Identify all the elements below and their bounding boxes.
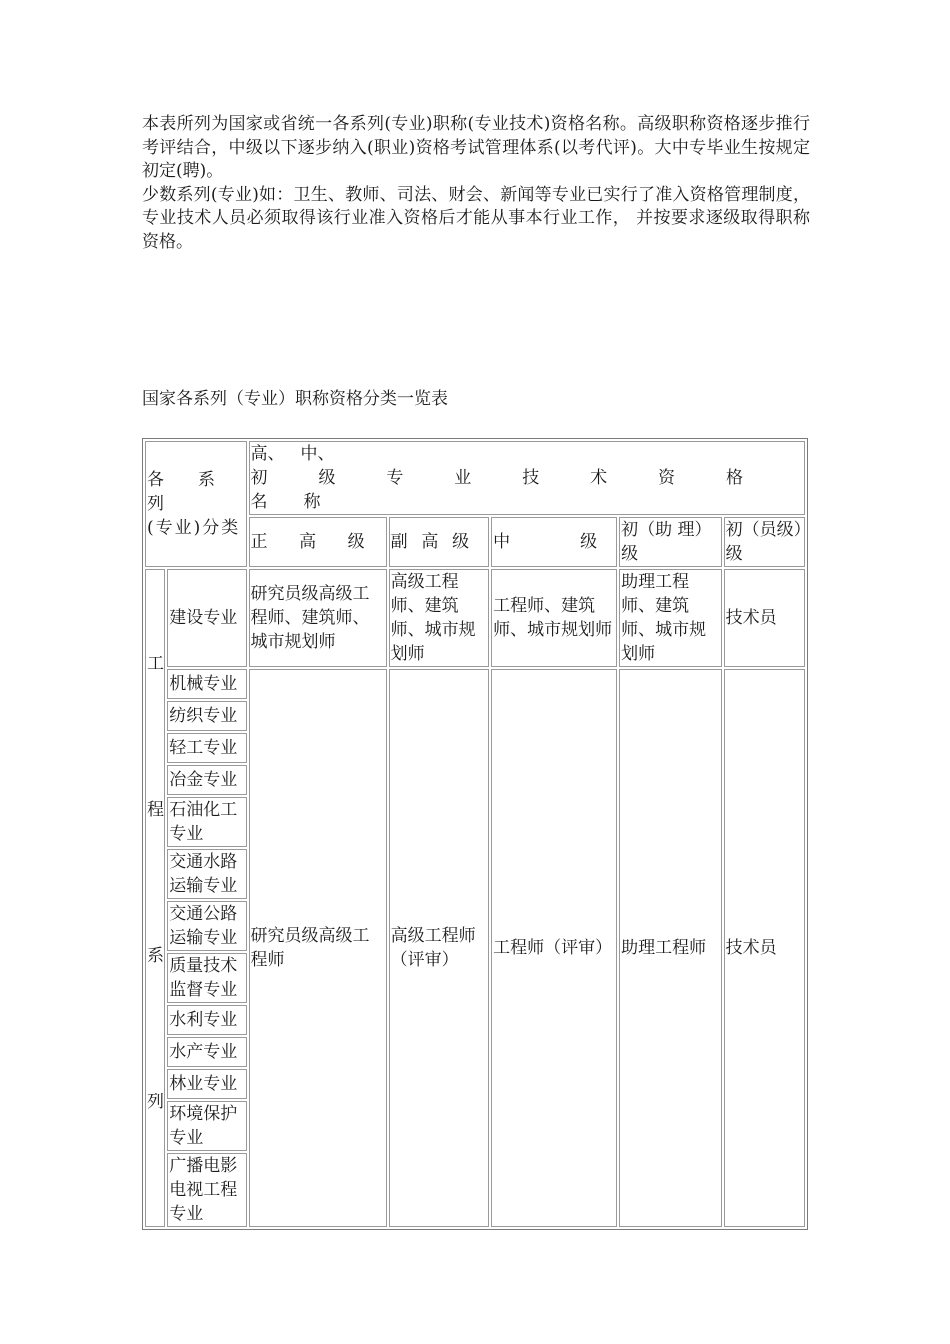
specialty-cell: 石油化工专业 [167,797,246,847]
header-level-char: 副 [390,532,408,552]
specialty-cell: 林业专业 [167,1069,246,1099]
series-vertical-char: 工 [147,654,164,674]
header-zhong [491,517,617,567]
specialty-cell: 交通公路运输专业 [167,901,246,951]
specialty-cell: 广播电影电视工程专业 [167,1153,246,1227]
header-levels-word: 名 [250,492,268,512]
series-vertical-label [145,569,165,1227]
header-chu-yuan: 初（员级）级 [724,517,805,567]
header-series-char: 系 [198,470,217,490]
specialty-cell: 建设专业 [167,569,246,667]
header-levels-word: 格 [725,468,743,488]
header-series-cell [145,441,247,567]
header-levels-word: 级 [318,468,336,488]
intro-paragraph-2: 少数系列(专业)如：卫生、教师、司法、财会、新闻等专业已实行了准入资格管理制度，专业技术人员必须取得该行业准入资格后才能从事本行业工作， 并按要求逐级取得职称资格。 [142,184,810,252]
merged-fu-gao: 高级工程师（评审） [389,669,490,1227]
specialty-cell: 质量技术监督专业 [167,953,246,1003]
table-title: 国家各系列（专业）职称资格分类一览表 [142,389,448,409]
construction-zhong: 工程师、建筑师、城市规划师 [491,569,617,667]
header-levels-word: 高、 [250,444,285,464]
specialty-cell: 水利专业 [167,1005,246,1035]
merged-chu-yuan: 技术员 [724,669,805,1227]
specialty-cell: 冶金专业 [167,765,246,795]
header-level-char: 级 [347,532,365,552]
construction-chu-zhuli: 助理工程师、建筑师、城市规划师 [619,569,722,667]
merged-chu-zhuli: 助理工程师 [619,669,722,1227]
header-levels-word: 资 [658,468,676,488]
header-levels-word: 技 [522,468,540,488]
header-levels-cell [249,441,805,515]
construction-fu-gao: 高级工程师、建筑师、城市规划师 [389,569,490,667]
series-vertical-char: 列 [147,1092,164,1112]
series-vertical-char: 程 [147,800,164,820]
header-level-char: 高 [421,532,439,552]
header-level-char: 级 [580,532,598,552]
specialty-cell: 机械专业 [167,669,246,699]
merged-zhong: 工程师（评审） [491,669,617,1227]
header-series-char: 各 [147,470,166,490]
header-levels-word: 中、 [300,444,335,464]
header-level-char: 中 [493,532,511,552]
header-fu-gao [389,517,490,567]
header-levels-word: 称 [303,492,321,512]
intro-text [142,113,810,254]
header-zheng-gao [249,517,387,567]
merged-zheng-gao: 研究员级高级工程师 [249,669,387,1227]
specialty-cell: 轻工专业 [167,733,246,763]
header-levels-word: 专 [386,468,404,488]
header-level-char: 高 [299,532,317,552]
header-chu-zhuli: 初（助 理）级 [619,517,722,567]
header-level-char: 正 [250,532,268,552]
header-level-char: 级 [452,532,470,552]
header-series-label: (专业)分类 [147,518,241,538]
header-levels-word: 术 [590,468,608,488]
title-classification-table [142,438,808,1230]
specialty-cell: 环境保护专业 [167,1101,246,1151]
header-levels-word: 初 [250,468,268,488]
series-vertical-char: 系 [147,946,164,966]
header-levels-word: 业 [454,468,472,488]
specialty-cell: 纺织专业 [167,701,246,731]
specialty-cell: 交通水路运输专业 [167,849,246,899]
specialty-cell: 水产专业 [167,1037,246,1067]
construction-chu-yuan: 技术员 [724,569,805,667]
intro-paragraph-1: 本表所列为国家或省统一各系列(专业)职称(专业技术)资格名称。高级职称资格逐步推行考评结合，中级以下逐步纳入(职业)资格考试管理体系(以考代评)。大中专毕业生按规定初定(聘)。 [142,114,810,181]
construction-zheng-gao: 研究员级高级工程师、建筑师、城市规划师 [249,569,387,667]
header-series-char: 列 [147,494,166,514]
